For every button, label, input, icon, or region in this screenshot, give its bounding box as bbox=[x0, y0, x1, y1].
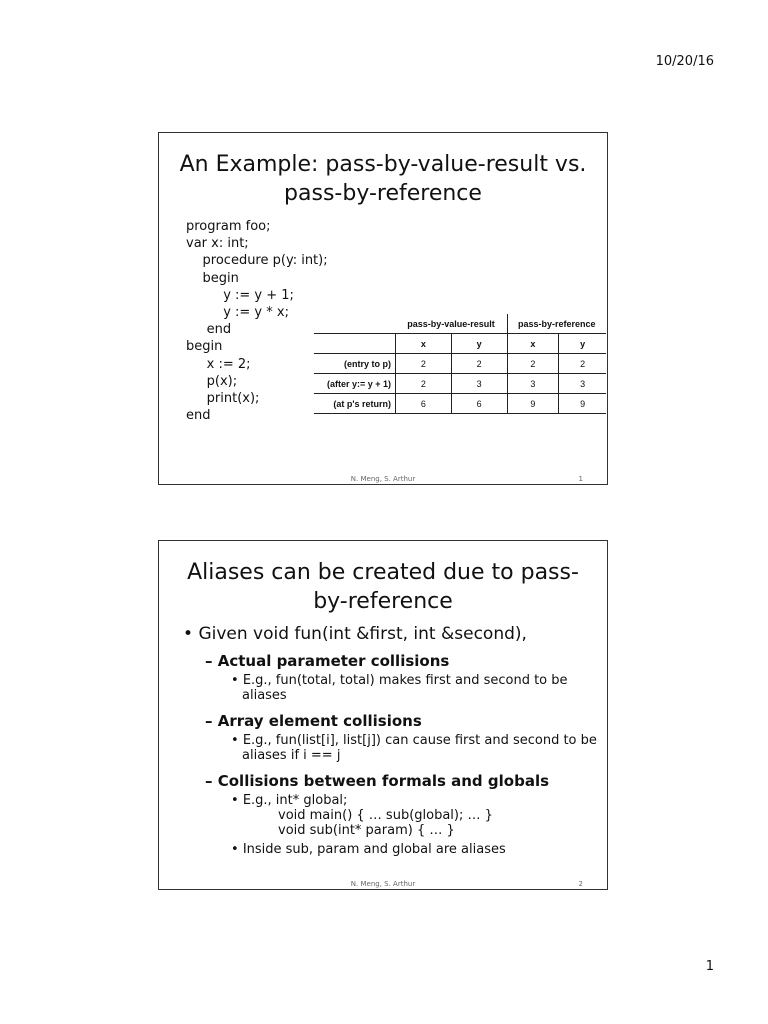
sub-sub-bullet: • E.g., fun(total, total) makes first and second to be aliases bbox=[231, 673, 568, 703]
code-line: procedure p(y: int); bbox=[186, 253, 328, 269]
column-header: y bbox=[451, 334, 507, 354]
table-sub-header-row bbox=[314, 334, 606, 354]
sub-bullet: – Collisions between formals and globals bbox=[205, 772, 550, 790]
slide-number: 2 bbox=[578, 880, 583, 888]
slide-author: N. Meng, S. Arthur bbox=[350, 880, 416, 888]
table-row bbox=[314, 354, 606, 374]
table-cell: 3 bbox=[507, 374, 559, 394]
column-header: x bbox=[396, 334, 452, 354]
code-line: y := y + 1; bbox=[186, 287, 294, 303]
column-header: x bbox=[507, 334, 559, 354]
slide-2-title-line-1: Aliases can be created due to pass- bbox=[187, 560, 579, 585]
code-line: end bbox=[186, 408, 211, 424]
sub-sub-bullet: • E.g., int* global; void main() { … sub(global); … } void sub(int* param) { … } bbox=[231, 793, 597, 838]
slide-2-title-line-2: by-reference bbox=[313, 589, 453, 614]
row-label: (at p's return) bbox=[314, 394, 396, 414]
table-cell: 2 bbox=[507, 354, 559, 374]
code-line: void main() { … sub(global); … } bbox=[278, 808, 493, 823]
group-header-value-result: pass-by-value-result bbox=[396, 314, 508, 334]
sub-sub-bullet-text: E.g., int* global; bbox=[242, 793, 348, 808]
row-label: (after y:= y + 1) bbox=[314, 374, 396, 394]
row-label: (entry to p) bbox=[314, 354, 396, 374]
sub-bullet-text: Array element collisions bbox=[217, 712, 422, 730]
sub-sub-bullet: • E.g., fun(list[i], list[j]) can cause first and second to be aliases if i == j bbox=[231, 733, 597, 763]
sub-sub-bullet-text: E.g., fun(total, total) makes first and second to be aliases bbox=[242, 673, 568, 703]
table-cell: 9 bbox=[507, 394, 559, 414]
table-cell: 2 bbox=[559, 354, 606, 374]
code-line: x := 2; bbox=[186, 356, 251, 372]
slide-1 bbox=[158, 132, 608, 485]
page-number: 1 bbox=[705, 959, 714, 974]
table-cell: 6 bbox=[451, 394, 507, 414]
table-cell: 3 bbox=[451, 374, 507, 394]
table-cell: 6 bbox=[396, 394, 452, 414]
code-line: print(x); bbox=[186, 391, 260, 407]
code-line: p(x); bbox=[186, 373, 238, 389]
slide-number: 1 bbox=[578, 475, 583, 483]
sub-bullet: – Actual parameter collisions bbox=[205, 652, 450, 670]
sub-sub-bullet-text: Inside sub, param and global are aliases bbox=[242, 842, 506, 857]
bullet-list bbox=[183, 623, 597, 861]
group-header-reference: pass-by-reference bbox=[507, 314, 606, 334]
table-row bbox=[314, 394, 606, 414]
bullet-item: • Given void fun(int &first, int &second), bbox=[183, 624, 527, 644]
slide-1-title bbox=[169, 150, 597, 208]
slide-author: N. Meng, S. Arthur bbox=[350, 475, 416, 483]
column-header: y bbox=[559, 334, 606, 354]
table-cell: 3 bbox=[559, 374, 606, 394]
sub-bullet-text: Actual parameter collisions bbox=[217, 652, 450, 670]
table-row bbox=[314, 374, 606, 394]
slide-1-title-line-2: pass-by-reference bbox=[284, 181, 482, 206]
code-listing bbox=[186, 218, 328, 424]
table-cell: 2 bbox=[396, 374, 452, 394]
page-date: 10/20/16 bbox=[655, 54, 714, 69]
bullet-text: Given void fun(int &first, int &second), bbox=[198, 624, 527, 644]
table-corner bbox=[314, 314, 396, 334]
table-group-header-row bbox=[314, 314, 606, 334]
comparison-table bbox=[314, 314, 606, 414]
sub-bullet: – Array element collisions bbox=[205, 712, 422, 730]
table-cell: 9 bbox=[559, 394, 606, 414]
code-line: var x: int; bbox=[186, 236, 249, 252]
table-cell: 2 bbox=[396, 354, 452, 374]
slide-2-title bbox=[169, 558, 597, 616]
sub-sub-bullet-text: E.g., fun(list[i], list[j]) can cause first and second to be aliases if i == j bbox=[242, 733, 597, 763]
code-line: begin bbox=[186, 270, 239, 286]
table-cell: 2 bbox=[451, 354, 507, 374]
table-corner-2 bbox=[314, 334, 396, 354]
code-line: void sub(int* param) { … } bbox=[278, 823, 455, 838]
code-line: program foo; bbox=[186, 219, 271, 234]
sub-sub-bullet: • Inside sub, param and global are aliases bbox=[231, 842, 506, 857]
code-line: end bbox=[186, 322, 232, 338]
code-line: y := y * x; bbox=[186, 305, 289, 321]
code-line: begin bbox=[186, 339, 223, 355]
sub-bullet-text: Collisions between formals and globals bbox=[217, 772, 550, 790]
slide-2 bbox=[158, 540, 608, 890]
slide-1-title-line-1: An Example: pass-by-value-result vs. bbox=[179, 152, 587, 177]
